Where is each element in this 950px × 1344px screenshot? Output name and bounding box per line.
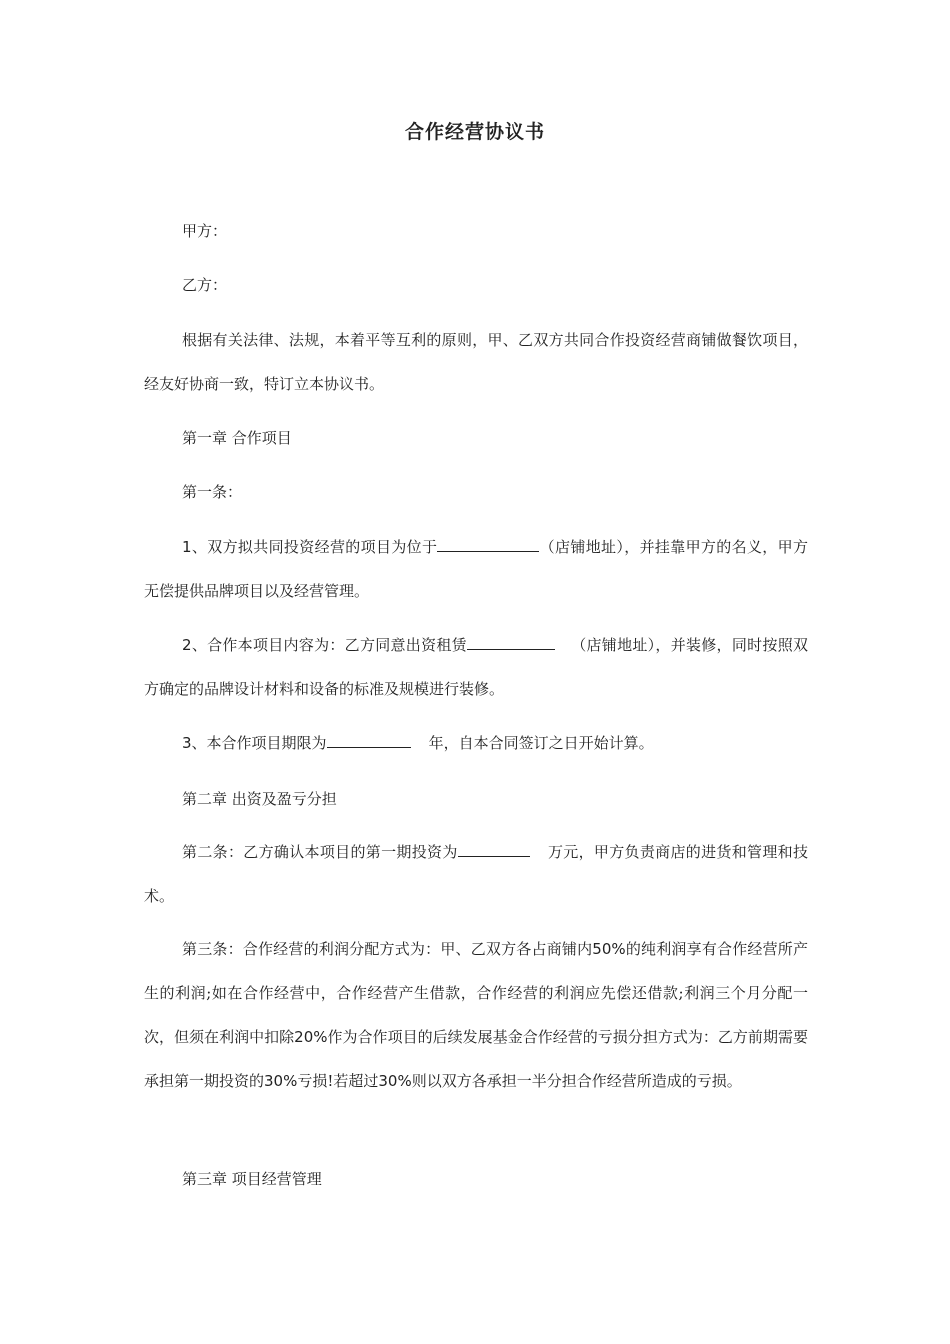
chapter-3-heading: 第三章 项目经营管理 — [182, 1170, 322, 1188]
article-1-heading: 第一条： — [182, 483, 243, 501]
article-3-text-5: 则以双方各承担一半分担合作经营所造成的亏损。 — [411, 1072, 742, 1090]
article-2-paragraph — [144, 830, 808, 918]
development-fund-percent: 20% — [294, 1028, 328, 1046]
item-3-text-after: 年，自本合同签订之日开始计算。 — [428, 734, 654, 752]
investment-amount-blank[interactable] — [458, 838, 530, 857]
article-3-text-1: 第三条：合作经营的利润分配方式为：甲、乙双方各占商铺内 — [182, 940, 593, 958]
loss-threshold-percent: 30% — [378, 1072, 412, 1090]
party-b-label: 乙方： — [182, 276, 228, 294]
item-1-number: 1 — [182, 538, 192, 556]
document-title: 合作经营协议书 — [404, 121, 545, 143]
loss-share-percent: 30% — [264, 1072, 298, 1090]
term-years-blank[interactable] — [327, 729, 411, 748]
profit-share-percent: 50% — [592, 940, 626, 958]
item-2-paragraph — [144, 623, 808, 711]
item-1-text-before: 、双方拟共同投资经营的项目为位于 — [191, 538, 438, 556]
lease-address-blank[interactable] — [467, 631, 555, 650]
item-3-text-before: 、本合作项目期限为 — [191, 734, 327, 752]
article-2-text-after: 万元，甲方负责商店的进货和管理和技术。 — [144, 843, 808, 905]
item-3-paragraph — [144, 721, 808, 765]
store-address-blank[interactable] — [437, 533, 539, 552]
item-1-paragraph — [144, 525, 808, 613]
item-3-number: 3 — [182, 734, 192, 752]
item-2-number: 2 — [182, 636, 192, 654]
article-3-paragraph — [144, 927, 808, 1103]
party-a-label: 甲方： — [182, 222, 228, 240]
item-1-text-after: （店铺地址），并挂靠甲方的名义，甲方无偿提供品牌项目以及经营管理。 — [144, 538, 808, 600]
article-2-text-before: 第二条：乙方确认本项目的第一期投资为 — [182, 843, 458, 861]
item-2-text-before: 、合作本项目内容为：乙方同意出资租赁 — [191, 636, 467, 654]
item-2-text-after: （店铺地址），并装修，同时按照双方确定的品牌设计材料和设备的标准及规模进行装修。 — [144, 636, 808, 698]
article-3-text-4: 亏损!若超过 — [297, 1072, 379, 1090]
intro-paragraph: 根据有关法律、法规，本着平等互利的原则，甲、乙双方共同合作投资经营商铺做餐饮项目，经友好协商一致，特订立本协议书。 — [144, 331, 808, 393]
article-3-text-2: 的纯利润享有合作经营所产生的利润;如在合作经营中，合作经营产生借款，合作经营的利润应先偿还借款;利润三个月分配一次，但须在利润中扣除 — [144, 940, 808, 1046]
chapter-1-heading: 第一章 合作项目 — [182, 429, 292, 447]
chapter-2-heading: 第二章 出资及盈亏分担 — [182, 790, 337, 808]
article-3-text-3: 作为合作项目的后续发展基金合作经营的亏损分担方式为：乙方前期需要承担第一期投资的 — [144, 1028, 808, 1090]
